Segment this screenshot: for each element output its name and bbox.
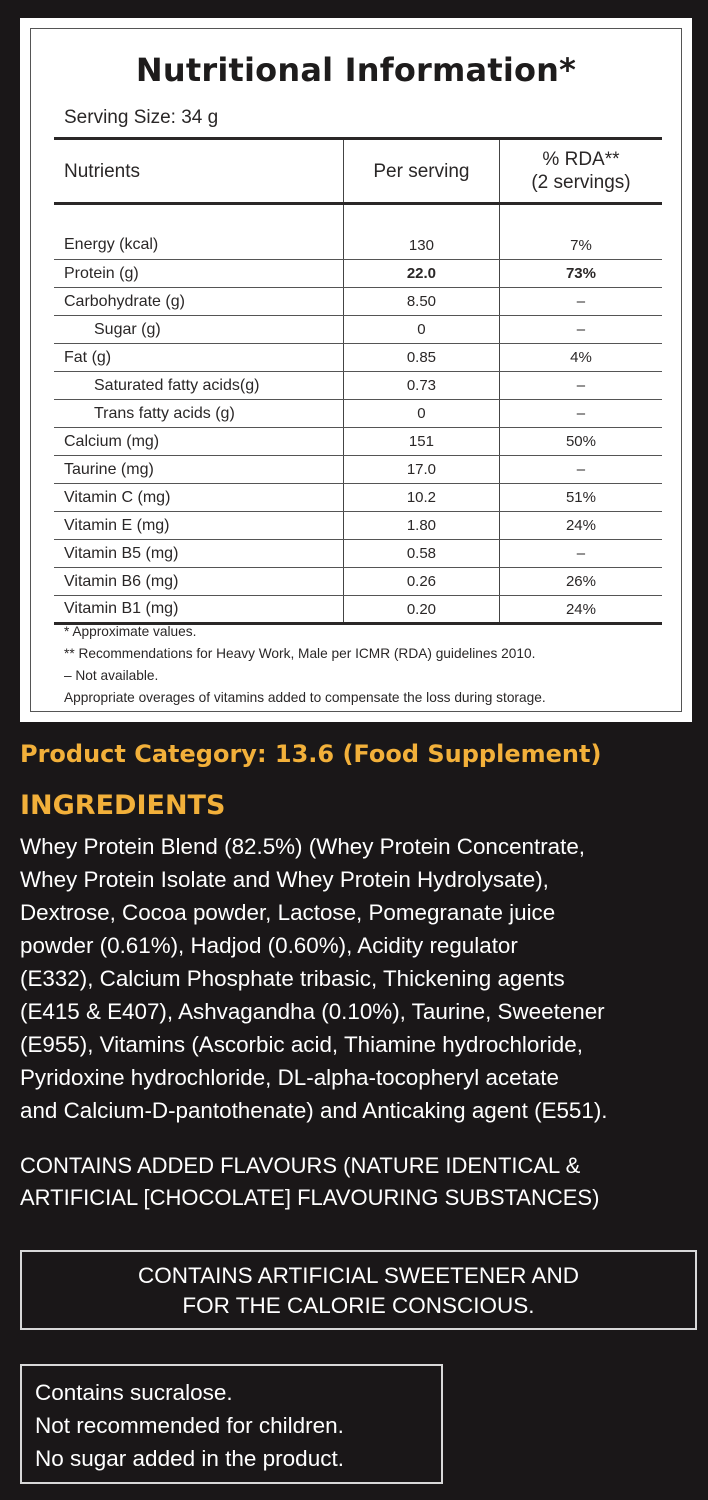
spacer-row	[54, 204, 662, 232]
table-row	[54, 316, 662, 344]
nutrient-name: Vitamin B6 (mg)	[54, 568, 343, 596]
ingredients-line: and Calcium-D-pantothenate) and Anticaking agent (E551).	[20, 1098, 608, 1123]
header-nutrients: Nutrients	[54, 139, 343, 204]
nutrient-name: Carbohydrate (g)	[54, 288, 343, 316]
ingredients-line: (E415 & E407), Ashvagandha (0.10%), Taurine, Sweetener	[20, 999, 605, 1024]
ingredients-line: Whey Protein Blend (82.5%) (Whey Protein Concentrate,	[20, 834, 586, 859]
nutrient-rda: –	[499, 456, 662, 484]
table-row	[54, 288, 662, 316]
sweetener-notice-line: FOR THE CALORIE CONSCIOUS.	[182, 1293, 535, 1318]
table-row	[54, 596, 662, 624]
nutrient-per-serving: 0.73	[343, 372, 499, 400]
nutrient-rda: 50%	[499, 428, 662, 456]
nutrient-rda: –	[499, 400, 662, 428]
table-row	[54, 484, 662, 512]
nutrient-per-serving: 10.2	[343, 484, 499, 512]
footnote: * Approximate values.	[64, 624, 197, 639]
nutrient-per-serving: 130	[343, 232, 499, 260]
table-row	[54, 344, 662, 372]
nutrient-rda: –	[499, 372, 662, 400]
flavours-statement	[20, 1150, 700, 1214]
nutrition-panel	[20, 18, 692, 722]
header-per-serving: Per serving	[343, 139, 499, 204]
nutrient-name: Trans fatty acids (g)	[54, 400, 343, 428]
nutrient-rda: 24%	[499, 512, 662, 540]
flavours-line: ARTIFICIAL [CHOCOLATE] FLAVOURING SUBSTANCES)	[20, 1185, 600, 1210]
nutrient-per-serving: 22.0	[343, 260, 499, 288]
nutrient-name: Vitamin C (mg)	[54, 484, 343, 512]
footnote: – Not available.	[64, 668, 159, 683]
nutrient-name: Energy (kcal)	[54, 232, 343, 260]
nutrient-per-serving: 151	[343, 428, 499, 456]
ingredients-line: Pyridoxine hydrochloride, DL-alpha-tocopheryl acetate	[20, 1065, 559, 1090]
nutrient-rda: 26%	[499, 568, 662, 596]
table-row	[54, 540, 662, 568]
nutrient-name: Taurine (mg)	[54, 456, 343, 484]
footnote: ** Recommendations for Heavy Work, Male per ICMR (RDA) guidelines 2010.	[64, 646, 536, 661]
table-row	[54, 372, 662, 400]
nutrient-per-serving: 0	[343, 316, 499, 344]
warnings-box	[20, 1364, 443, 1484]
table-row	[54, 512, 662, 540]
nutrition-footnotes	[64, 621, 684, 709]
header-rda	[499, 139, 662, 204]
footnote: Appropriate overages of vitamins added to compensate the loss during storage.	[64, 690, 546, 705]
ingredients-line: Dextrose, Cocoa powder, Lactose, Pomegranate juice	[20, 900, 556, 925]
nutrient-rda: –	[499, 540, 662, 568]
table-row	[54, 400, 662, 428]
nutrient-per-serving: 0	[343, 400, 499, 428]
ingredients-line: (E332), Calcium Phosphate tribasic, Thickening agents	[20, 966, 565, 991]
nutrition-panel-border	[30, 28, 682, 712]
nutrient-rda: 51%	[499, 484, 662, 512]
warning-line: Not recommended for children.	[35, 1413, 344, 1438]
nutrition-table-header	[54, 139, 662, 204]
nutrient-rda: 4%	[499, 344, 662, 372]
nutrient-rda: 73%	[499, 260, 662, 288]
table-row	[54, 260, 662, 288]
nutrient-name: Vitamin B5 (mg)	[54, 540, 343, 568]
header-rda-line1: % RDA**	[542, 149, 620, 170]
sweetener-notice-box	[20, 1250, 697, 1330]
sweetener-notice-line: CONTAINS ARTIFICIAL SWEETENER AND	[138, 1263, 579, 1288]
warning-line: No sugar added in the product.	[35, 1446, 344, 1471]
ingredients-line: Whey Protein Isolate and Whey Protein Hydrolysate),	[20, 867, 549, 892]
table-row	[54, 232, 662, 260]
nutrient-name: Vitamin E (mg)	[54, 512, 343, 540]
product-category: Product Category: 13.6 (Food Supplement)	[20, 740, 602, 768]
nutrient-name: Sugar (g)	[54, 316, 343, 344]
nutrient-rda: –	[499, 316, 662, 344]
nutrition-table	[54, 137, 662, 625]
nutrient-per-serving: 1.80	[343, 512, 499, 540]
table-row	[54, 428, 662, 456]
nutrient-per-serving: 17.0	[343, 456, 499, 484]
warning-line: Contains sucralose.	[35, 1380, 233, 1405]
nutrient-per-serving: 0.58	[343, 540, 499, 568]
flavours-line: CONTAINS ADDED FLAVOURS (NATURE IDENTICAL &	[20, 1153, 581, 1178]
serving-size: Serving Size: 34 g	[64, 107, 219, 128]
ingredients-text	[20, 830, 692, 1127]
nutrient-name: Fat (g)	[54, 344, 343, 372]
nutrient-rda: –	[499, 288, 662, 316]
nutrient-per-serving: 0.20	[343, 596, 499, 624]
nutrient-name: Protein (g)	[54, 260, 343, 288]
nutrient-per-serving: 8.50	[343, 288, 499, 316]
nutrient-name: Vitamin B1 (mg)	[54, 596, 343, 624]
ingredients-line: (E955), Vitamins (Ascorbic acid, Thiamine hydrochloride,	[20, 1032, 583, 1057]
nutrient-rda: 7%	[499, 232, 662, 260]
nutrient-rda: 24%	[499, 596, 662, 624]
ingredients-heading: INGREDIENTS	[20, 790, 226, 821]
header-rda-line2: (2 servings)	[531, 172, 631, 193]
table-row	[54, 568, 662, 596]
nutrient-name: Saturated fatty acids(g)	[54, 372, 343, 400]
ingredients-line: powder (0.61%), Hadjod (0.60%), Acidity regulator	[20, 933, 518, 958]
nutrient-per-serving: 0.26	[343, 568, 499, 596]
nutrition-title: Nutritional Information*	[135, 51, 577, 89]
nutrient-name: Calcium (mg)	[54, 428, 343, 456]
nutrient-per-serving: 0.85	[343, 344, 499, 372]
table-row	[54, 456, 662, 484]
